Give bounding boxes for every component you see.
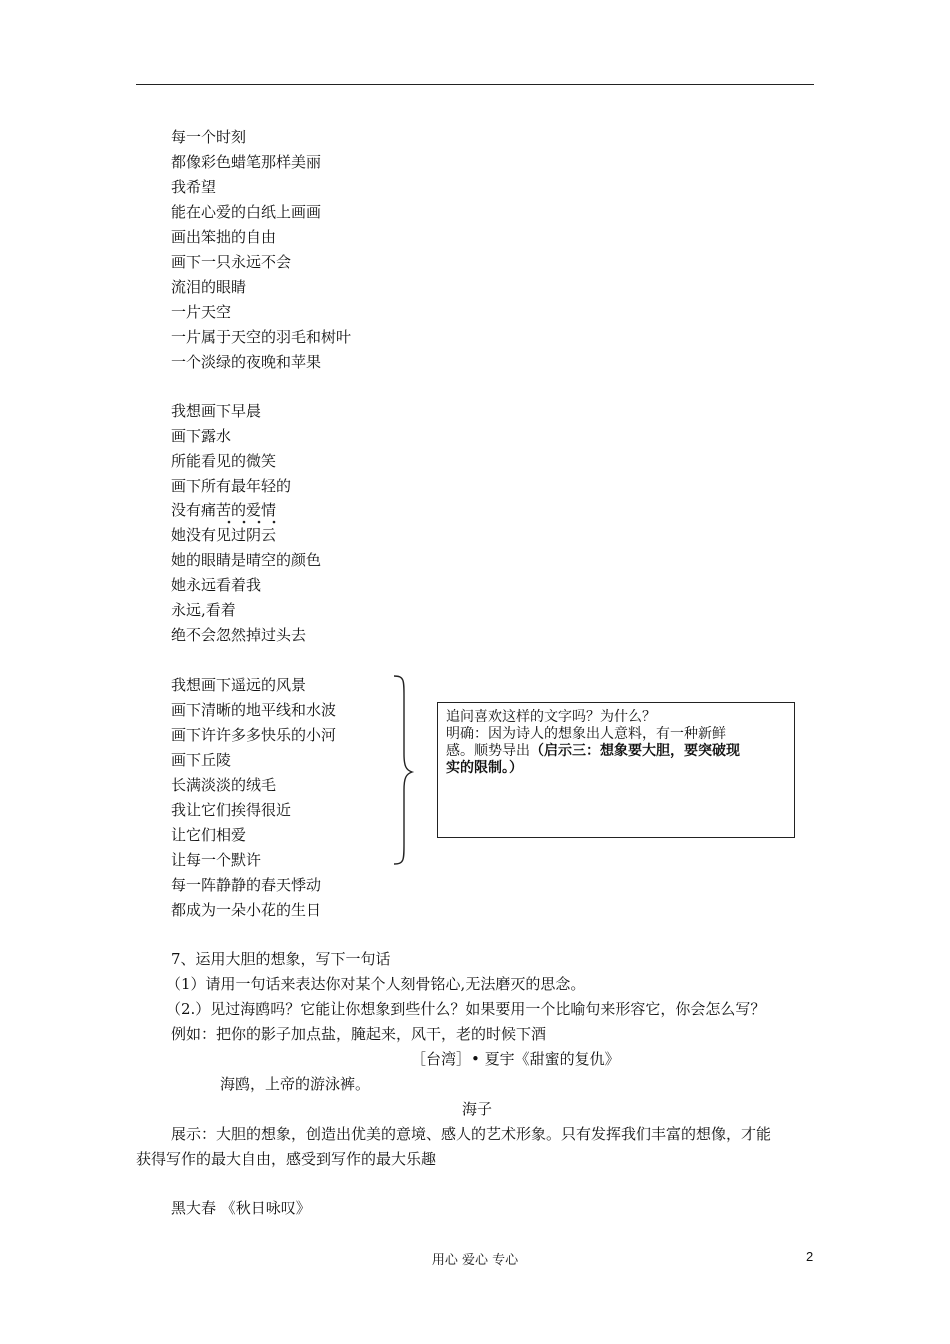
poem-line: 她的眼睛是晴空的颜色 [171, 551, 322, 569]
poem-line: 每一阵静静的春天悸动 [171, 876, 322, 894]
right-brace [392, 674, 416, 866]
poem-line: 我想画下早晨 [171, 402, 262, 420]
header-rule [136, 84, 814, 85]
poem-line: 长满淡淡的绒毛 [171, 776, 277, 794]
display-paragraph: 获得写作的最大自由，感受到写作的最大乐趣 [136, 1150, 437, 1168]
example-source: 海子 [462, 1100, 493, 1118]
example-line: 例如：把你的影子加点盐，腌起来，风干，老的时候下酒 [171, 1025, 547, 1043]
poem-line: 绝不会忽然掉过头去 [171, 626, 307, 644]
reference-line: 黑大春 《秋日咏叹》 [171, 1199, 311, 1217]
poem-line: 每一个时刻 [171, 128, 247, 146]
insight-text: （启示三：想象要大胆，要突破现 [530, 743, 740, 759]
poem-line: 她永远看着我 [171, 576, 262, 594]
poem-line: 画下一只永远不会 [171, 253, 292, 271]
poem-line: 让每一个默许 [171, 851, 262, 869]
note-line: 追问喜欢这样的文字吗？为什么？ [446, 709, 656, 725]
poem-line: 一个淡绿的夜晚和苹果 [171, 353, 322, 371]
poem-line: 所能看见的微笑 [171, 452, 277, 470]
section-heading: 7、运用大胆的想象，写下一句话 [171, 950, 391, 968]
poem-line: 流泪的眼睛 [171, 278, 247, 296]
note-line: 明确：因为诗人的想象出人意料，有一种新鲜 [446, 726, 726, 742]
question-1: （1）请用一句话来表达你对某个人刻骨铭心,无法磨灭的思念。 [166, 975, 586, 993]
question-2: （2.）见过海鸥吗？它能让你想象到些什么？如果要用一个比喻句来形容它，你会怎么写？ [166, 1000, 766, 1018]
poem-line: 我希望 [171, 178, 217, 196]
display-paragraph: 展示：大胆的想象，创造出优美的意境、感人的艺术形象。只有发挥我们丰富的想像，才能 [171, 1125, 772, 1143]
poem-line: 都像彩色蜡笔那样美丽 [171, 153, 322, 171]
poem-line: 画下所有最年轻的 [171, 477, 292, 495]
poem-line: 画下丘陵 [171, 751, 232, 769]
poem-line: 没有痛苦的爱情 [171, 501, 277, 519]
poem-line: 都成为一朵小花的生日 [171, 901, 322, 919]
example-line: 海鸥，上帝的游泳裤。 [220, 1075, 371, 1093]
teacher-note-box [437, 702, 795, 838]
poem-line: 永远,看着 [171, 601, 236, 619]
note-line [446, 743, 786, 760]
page-footer: 用心 爱心 专心 [431, 1253, 519, 1268]
poem-line: 一片天空 [171, 303, 232, 321]
poem-line: 我想画下遥远的风景 [171, 676, 307, 694]
poem-line: 让它们相爱 [171, 826, 247, 844]
poem-line: 画出笨拙的自由 [171, 228, 277, 246]
poem-line: 画下露水 [171, 427, 232, 445]
poem-line: 她没有见过阴云 [171, 526, 277, 544]
poem-line: 能在心爱的白纸上画画 [171, 203, 322, 221]
note-text: 感。顺势导出 [446, 743, 530, 759]
example-source: ［台湾］• 夏宇《甜蜜的复仇》 [411, 1050, 620, 1068]
insight-text: 实的限制。） [446, 760, 523, 776]
poem-line: 我让它们挨得很近 [171, 801, 292, 819]
poem-line: 画下清晰的地平线和水波 [171, 701, 337, 719]
poem-line: 一片属于天空的羽毛和树叶 [171, 328, 352, 346]
poem-line: 画下许许多多快乐的小河 [171, 726, 337, 744]
page-number: 2 [806, 1249, 814, 1264]
